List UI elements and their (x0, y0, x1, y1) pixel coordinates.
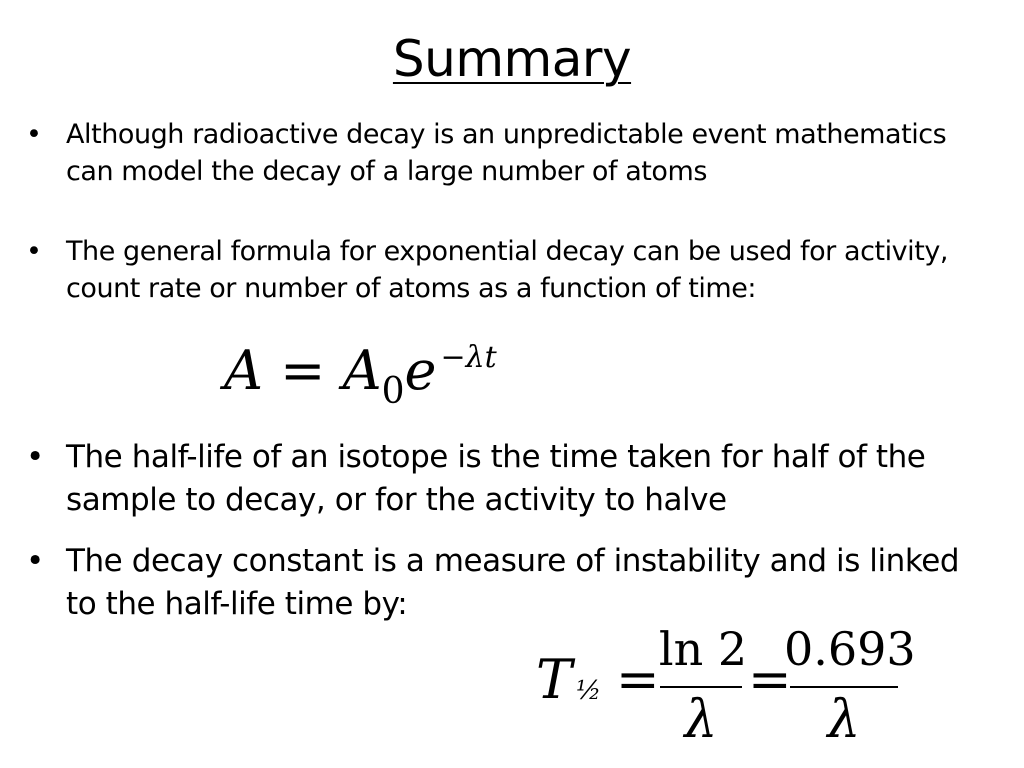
formula-subscript: 0 (381, 371, 405, 412)
slide-title: Summary (392, 30, 632, 88)
half-life-subscript: ½ (576, 676, 602, 706)
fraction-numerator: ln 2 (658, 622, 748, 676)
formula-exponent: −λt (440, 340, 497, 375)
fraction-denominator: λ (827, 690, 861, 750)
half-life-formula (536, 618, 916, 748)
bullet-dot-icon: • (26, 236, 42, 267)
fraction-numerator: 0.693 (784, 622, 916, 676)
formula-equals: = (616, 650, 660, 710)
bullet-text: Although radioactive decay is an unpredictable event mathematics can model the decay of a large number of atoms (66, 119, 947, 187)
bullet-item (26, 436, 996, 522)
bullet-dot-icon: • (26, 439, 44, 475)
exponential-decay-formula (224, 336, 497, 415)
formula-coefficient: A (342, 339, 382, 402)
formula-base: e (404, 339, 437, 402)
bullet-dot-icon: • (26, 543, 44, 579)
bullet-text: The decay constant is a measure of instability and is linked to the half-life time by: (66, 543, 960, 622)
bullet-item (26, 233, 996, 307)
fraction-bar (790, 686, 898, 688)
fraction-denominator: λ (684, 690, 718, 750)
bullet-item (26, 540, 996, 626)
bullet-text: The half-life of an isotope is the time taken for half of the sample to decay, or for the activity to halve (66, 439, 926, 518)
fraction-bar (660, 686, 742, 688)
bullet-item (26, 116, 996, 190)
half-life-symbol: T (536, 648, 573, 711)
bullet-dot-icon: • (26, 119, 42, 150)
bullet-text: The general formula for exponential decay can be used for activity, count rate or number of atoms as a function of time: (66, 236, 949, 304)
formula-lhs: A (224, 339, 263, 402)
formula-equals: = (280, 339, 326, 402)
formula-equals: = (748, 650, 792, 710)
